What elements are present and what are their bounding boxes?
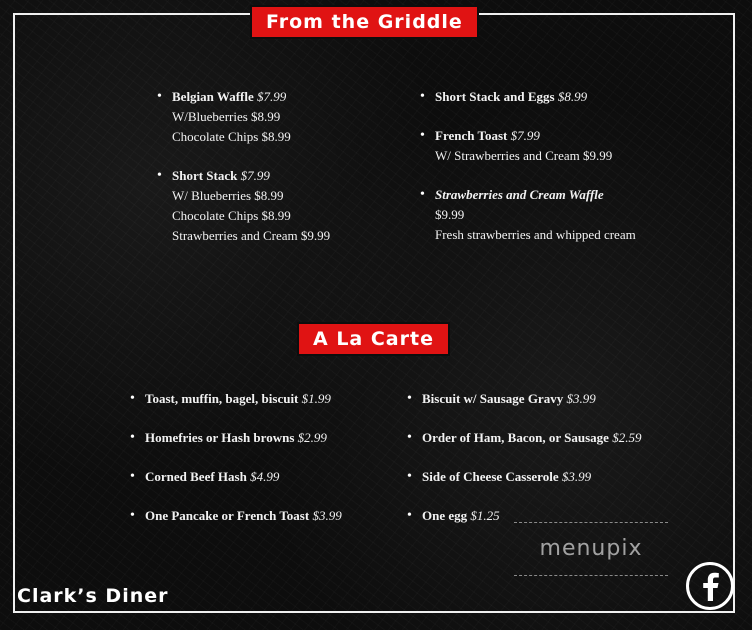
menu-item-price: $8.99 — [557, 89, 588, 104]
menu-item-name: Belgian Waffle — [172, 89, 254, 104]
menu-item — [407, 467, 641, 487]
menu-item-price: $3.99 — [566, 391, 596, 406]
menu-item-name: Short Stack — [172, 168, 238, 183]
menu-item — [407, 389, 641, 409]
menu-item-option: W/ Strawberries and Cream $9.99 — [435, 148, 613, 163]
menu-item-price: $4.99 — [250, 469, 280, 484]
menu-item — [130, 467, 342, 487]
menu-item-price: $3.99 — [561, 469, 592, 484]
menupix-watermark: menupix — [514, 522, 668, 576]
menu-item-price: $7.99 — [510, 128, 540, 143]
menu-item-name: Homefries or Hash browns — [145, 430, 295, 445]
menu-item-name: Corned Beef Hash — [145, 469, 247, 484]
facebook-icon[interactable] — [686, 562, 734, 610]
menu-item-name: One egg — [422, 508, 468, 523]
menu-item-name: Side of Cheese Casserole — [422, 469, 559, 484]
menu-item — [420, 185, 636, 245]
menu-item-name: Order of Ham, Bacon, or Sausage — [422, 430, 609, 445]
menu-item-option: Fresh strawberries and whipped cream — [435, 227, 636, 242]
menu-item-option: Chocolate Chips $8.99 — [172, 208, 291, 223]
menu-item-option: W/ Blueberries $8.99 — [172, 188, 284, 203]
menu-item-name: One Pancake or French Toast — [145, 508, 310, 523]
menu-item — [420, 126, 636, 166]
menu-item-name: Biscuit w/ Sausage Gravy — [422, 391, 564, 406]
menu-item-option: $9.99 — [435, 207, 465, 222]
menu-item-price: $2.59 — [612, 430, 642, 445]
menu-item — [130, 428, 342, 448]
menu-item — [130, 389, 342, 409]
griddle-right-column — [420, 87, 636, 264]
section-title-griddle: From the Griddle — [250, 5, 479, 39]
menu-item-option: W/Blueberries $8.99 — [172, 109, 281, 124]
menu-item-price: $1.25 — [470, 508, 500, 523]
menu-item — [157, 87, 330, 147]
menu-item — [157, 166, 330, 246]
menu-item-name: Toast, muffin, bagel, biscuit — [145, 391, 299, 406]
menu-item-name: Strawberries and Cream Waffle — [435, 187, 604, 202]
alacarte-left-column — [130, 389, 342, 545]
menu-item — [420, 87, 636, 107]
menu-item-name: Short Stack and Eggs — [435, 89, 555, 104]
menu-item — [130, 506, 342, 526]
menu-item-price: $2.99 — [297, 430, 327, 445]
diner-name-logo: Clark’s Diner — [17, 585, 169, 607]
menu-item-price: $3.99 — [312, 508, 342, 523]
menu-item-option: Chocolate Chips $8.99 — [172, 129, 291, 144]
menu-item-price: $1.99 — [301, 391, 331, 406]
menu-item-price: $7.99 — [256, 89, 287, 104]
menu-item — [407, 428, 641, 448]
section-title-alacarte: A La Carte — [297, 322, 450, 356]
menu-item-name: French Toast — [435, 128, 508, 143]
menu-item-price: $7.99 — [240, 168, 270, 183]
griddle-left-column — [157, 87, 330, 265]
menu-item-option: Strawberries and Cream $9.99 — [172, 228, 331, 243]
